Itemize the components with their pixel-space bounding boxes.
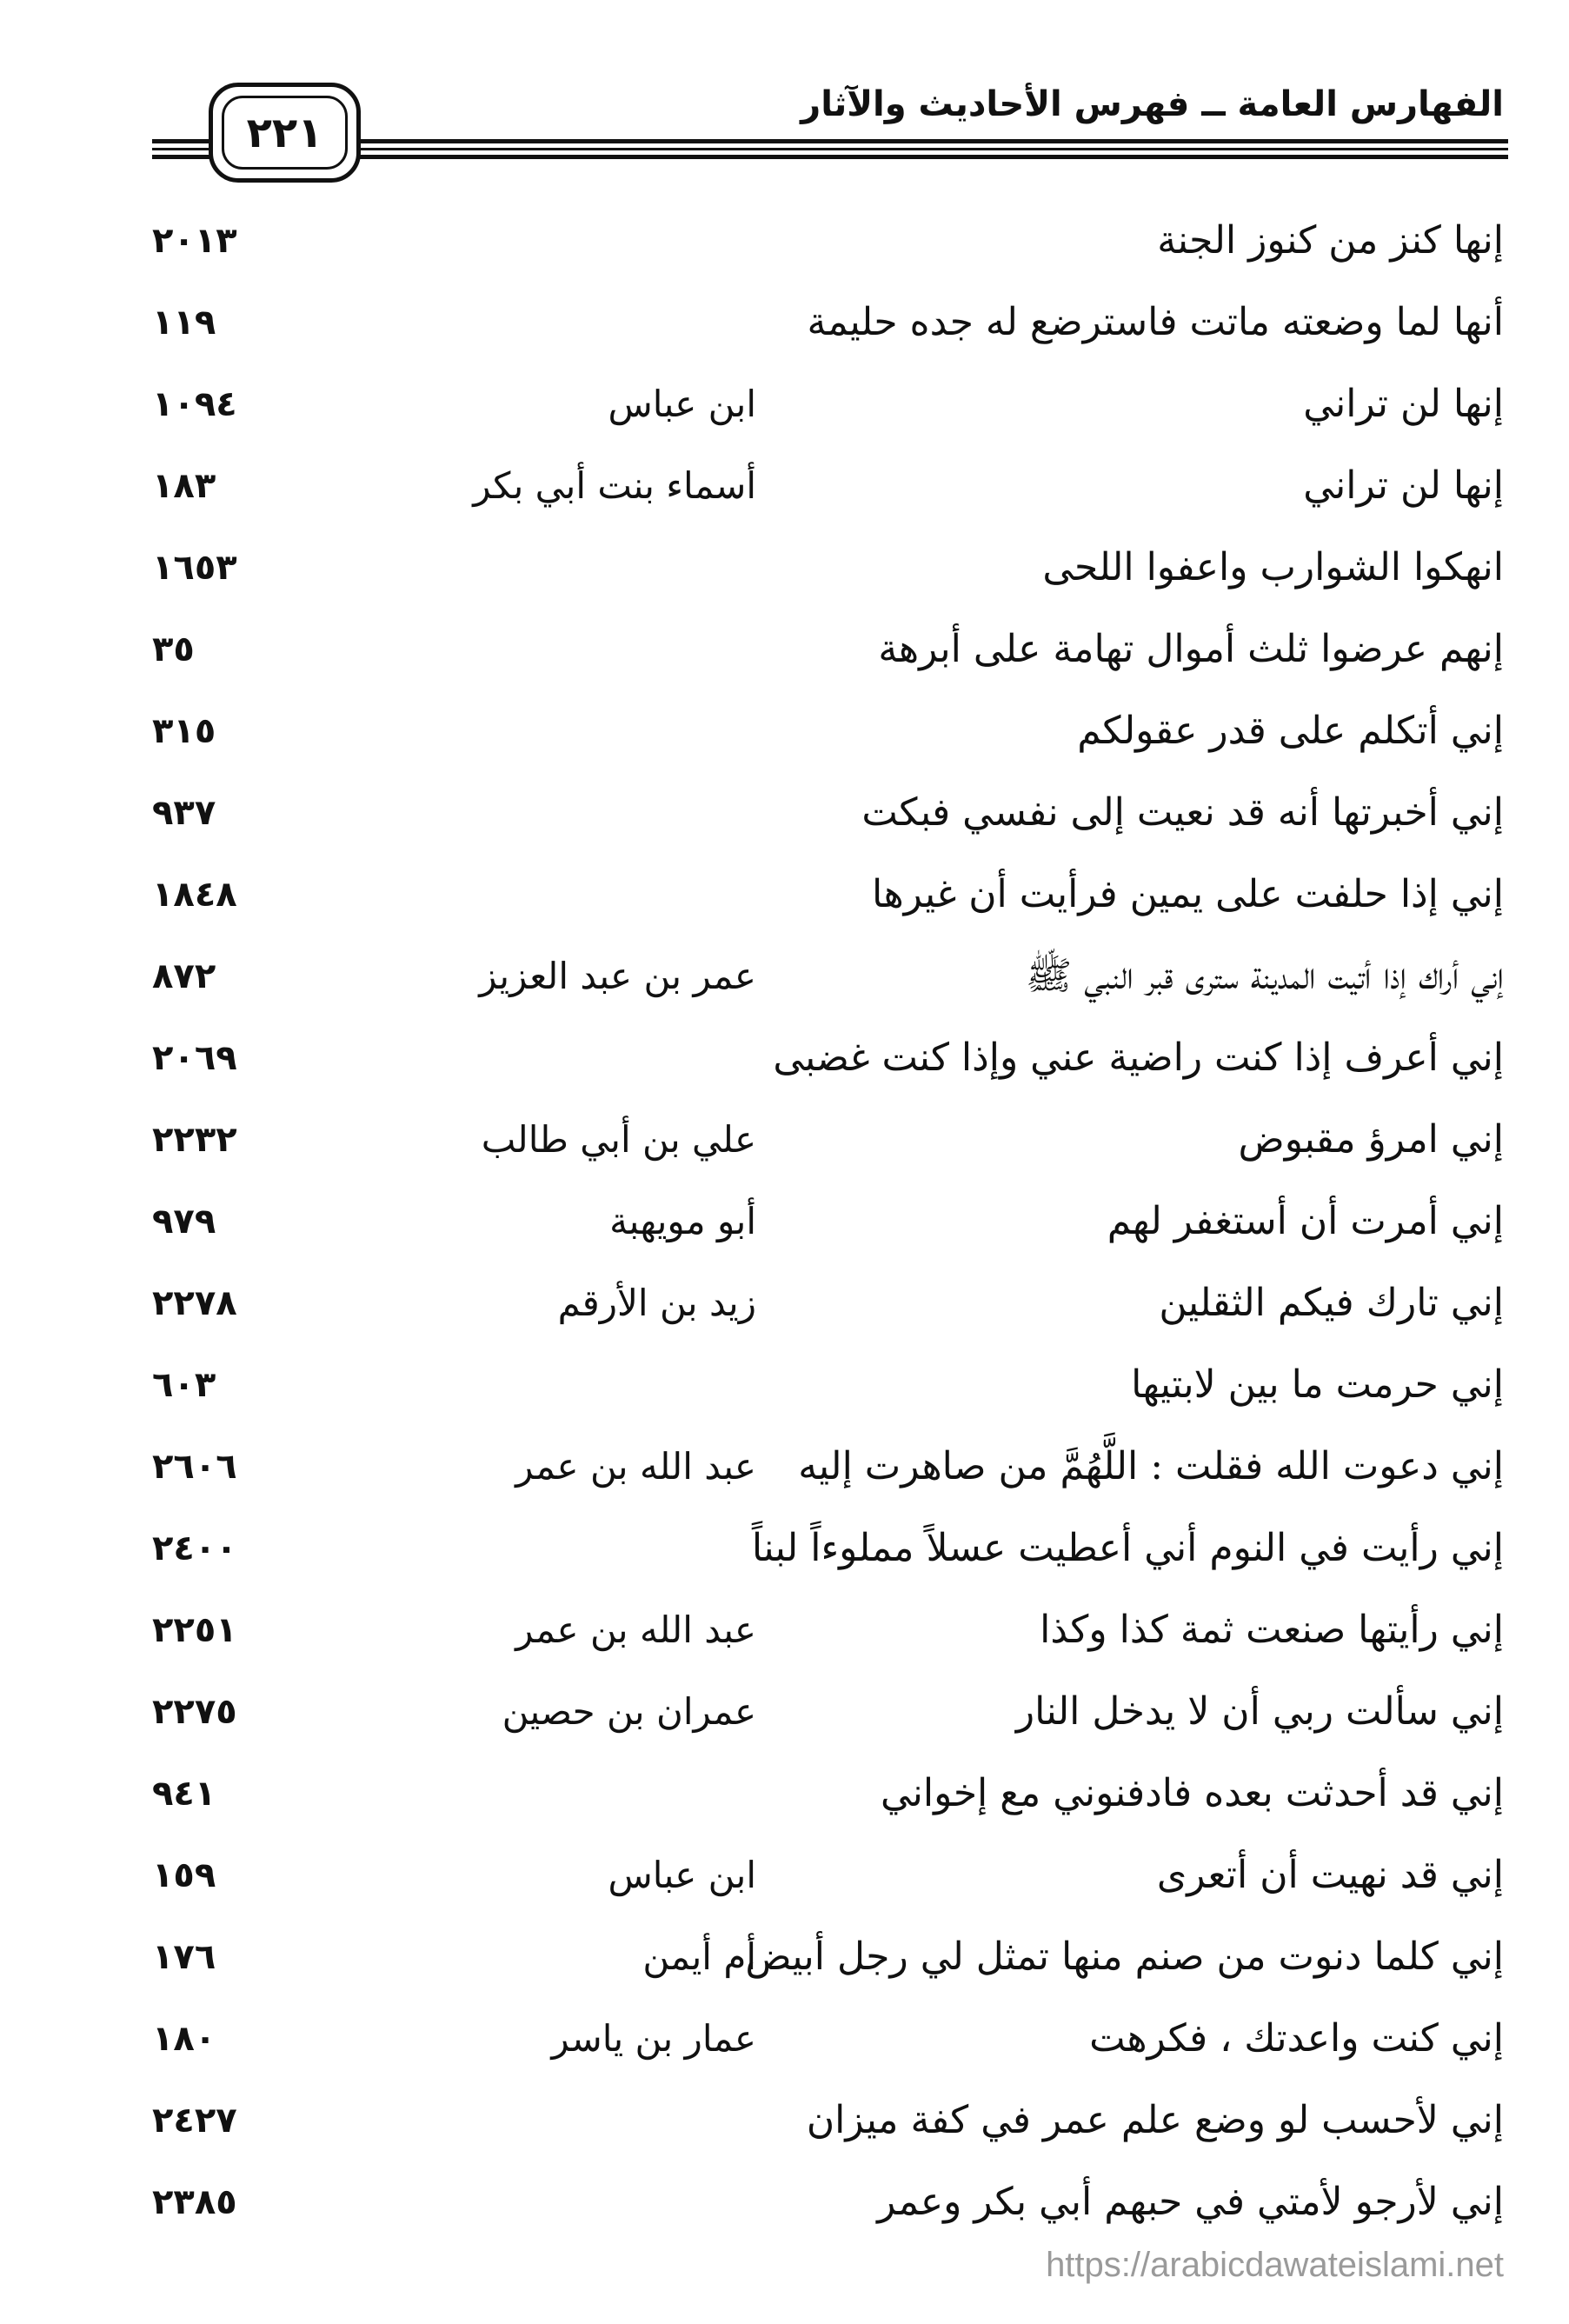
entry-number: ٢٦٠٦ (152, 1447, 237, 1487)
index-entry (0, 445, 1569, 527)
narrator: زيد بن الأرقم (557, 1282, 756, 1324)
entry-number: ١٨٣ (152, 466, 216, 506)
hadith-text: إني كنت واعدتك ، فكرهت (1089, 2016, 1504, 2061)
entry-number: ٢٢٧٨ (152, 1283, 237, 1323)
narrator: عمر بن عبد العزيز (479, 955, 756, 997)
hadith-text: إني لأرجو لأمتي في حبهم أبي بكر وعمر (877, 2180, 1504, 2224)
hadith-text: إنها لن تراني (1303, 463, 1504, 508)
hadith-text: إني أراك إذا أتيت المدينة سترى قبر النبي ﷺ (1025, 954, 1504, 998)
entry-number: ٢٣٨٥ (152, 2182, 237, 2222)
index-entry (0, 363, 1569, 445)
hadith-text: انهكوا الشوارب واعفوا اللحى (1042, 545, 1504, 589)
hadith-text: إني امرؤ مقبوض (1238, 1117, 1504, 1162)
index-entry (0, 772, 1569, 854)
entry-number: ١٥٩ (152, 1855, 216, 1895)
narrator (391, 2161, 756, 2243)
entry-number: ٨٧٢ (152, 956, 216, 996)
index-entry (0, 2161, 1569, 2243)
page-number-frame (209, 83, 361, 183)
narrator: أم أيمن (642, 1935, 756, 1978)
entry-number: ٢٤٠٠ (152, 1528, 237, 1568)
index-entry (0, 1181, 1569, 1262)
narrator (391, 200, 756, 282)
entry-number: ٢٤٢٧ (152, 2101, 237, 2141)
hadith-text: إني حرمت ما بين لابتيها (1131, 1362, 1504, 1407)
entry-number: ١٧٦ (152, 1937, 216, 1977)
hadith-text: أنها لما وضعته ماتت فاسترضع له جده حليمة (807, 300, 1504, 344)
index-entry (0, 1916, 1569, 1998)
narrator (391, 282, 756, 363)
hadith-text: إنها كنز من كنوز الجنة (1157, 218, 1504, 263)
hadith-text: إني تارك فيكم الثقلين (1159, 1281, 1504, 1325)
entry-number: ٣٥ (152, 629, 195, 669)
entry-number: ٣١٥ (152, 711, 216, 751)
index-entry (0, 527, 1569, 609)
index-entry (0, 936, 1569, 1017)
source-watermark: https://arabicdawateislami.net (1046, 2246, 1504, 2284)
hadith-index-list (0, 200, 1569, 2243)
narrator (391, 1753, 756, 1835)
index-entry (0, 1344, 1569, 1426)
narrator (391, 609, 756, 690)
narrator (391, 2080, 756, 2161)
narrator: عمار بن ياسر (551, 2017, 756, 2060)
hadith-text: إني دعوت الله فقلت : اللَّهُمَّ من صاهرت إليه (798, 1444, 1504, 1488)
index-entry (0, 1998, 1569, 2080)
entry-number: ١٠٩٤ (152, 384, 237, 424)
narrator: عمران بن حصين (502, 1690, 756, 1733)
index-entry (0, 1017, 1569, 1099)
index-entry (0, 1262, 1569, 1344)
page-number: ٢٢١ (222, 96, 348, 170)
index-entry (0, 200, 1569, 282)
narrator: عبد الله بن عمر (515, 1445, 756, 1488)
hadith-text: إني لأحسب لو وضع علم عمر في كفة ميزان (806, 2098, 1504, 2142)
narrator (391, 854, 756, 936)
entry-number: ٢٢٣٢ (152, 1120, 237, 1160)
hadith-text: إني أتكلم على قدر عقولكم (1077, 709, 1504, 753)
entry-number: ١٨٤٨ (152, 875, 237, 915)
index-entry (0, 1589, 1569, 1671)
hadith-text: إني قد أحدثت بعده فادفنوني مع إخواني (880, 1771, 1504, 1815)
index-entry (0, 2080, 1569, 2161)
narrator (391, 1508, 756, 1589)
narrator: أسماء بنت أبي بكر (473, 464, 756, 507)
hadith-text: إني رأيتها صنعت ثمة كذا وكذا (1040, 1608, 1504, 1652)
narrator: علي بن أبي طالب (481, 1118, 756, 1161)
narrator (391, 772, 756, 854)
hadith-text: إني كلما دنوت من صنم منها تمثل لي رجل أبيض (745, 1934, 1504, 1979)
hadith-text: إني أمرت أن أستغفر لهم (1107, 1199, 1504, 1243)
entry-number: ٢٠١٣ (152, 221, 237, 261)
hadith-text: إني رأيت في النوم أني أعطيت عسلاً مملوءاً لبناً (751, 1526, 1504, 1570)
hadith-text: إنهم عرضوا ثلث أموال تهامة على أبرهة (878, 627, 1504, 671)
narrator: عبد الله بن عمر (515, 1608, 756, 1651)
hadith-text: إنها لن تراني (1303, 382, 1504, 426)
hadith-text: إني أعرف إذا كنت راضية عني وإذا كنت غضبى (773, 1035, 1504, 1080)
entry-number: ٢٠٦٩ (152, 1038, 237, 1078)
narrator (391, 1344, 756, 1426)
entry-number: ٩٧٩ (152, 1202, 216, 1242)
index-entry (0, 1426, 1569, 1508)
index-entry (0, 1753, 1569, 1835)
entry-number: ٢٢٥١ (152, 1610, 237, 1650)
entry-number: ٩٤١ (152, 1774, 216, 1814)
index-entry (0, 282, 1569, 363)
index-entry (0, 854, 1569, 936)
hadith-text: إني قد نهيت أن أتعرى (1156, 1853, 1504, 1897)
entry-number: ١٨٠ (152, 2019, 216, 2059)
entry-number: ٩٣٧ (152, 793, 216, 833)
hadith-text: إني إذا حلفت على يمين فرأيت أن غيرها (872, 872, 1504, 916)
index-entry (0, 690, 1569, 772)
narrator (391, 1017, 756, 1099)
entry-number: ١١٩ (152, 303, 216, 343)
narrator: أبو مويهبة (609, 1200, 756, 1242)
narrator: ابن عباس (608, 383, 756, 425)
hadith-text: إني أخبرتها أنه قد نعيت إلى نفسي فبكت (861, 790, 1504, 835)
narrator: ابن عباس (608, 1854, 756, 1896)
narrator (391, 690, 756, 772)
hadith-text: إني سألت ربي أن لا يدخل النار (1015, 1689, 1504, 1734)
index-entry (0, 1099, 1569, 1181)
entry-number: ٦٠٣ (152, 1365, 216, 1405)
index-entry (0, 1508, 1569, 1589)
running-title: الفهارس العامة ــ فهرس الأحاديث والآثار (801, 84, 1504, 124)
entry-number: ٢٢٧٥ (152, 1692, 237, 1732)
index-entry (0, 609, 1569, 690)
index-entry (0, 1671, 1569, 1753)
narrator (391, 527, 756, 609)
index-entry (0, 1835, 1569, 1916)
entry-number: ١٦٥٣ (152, 548, 237, 588)
